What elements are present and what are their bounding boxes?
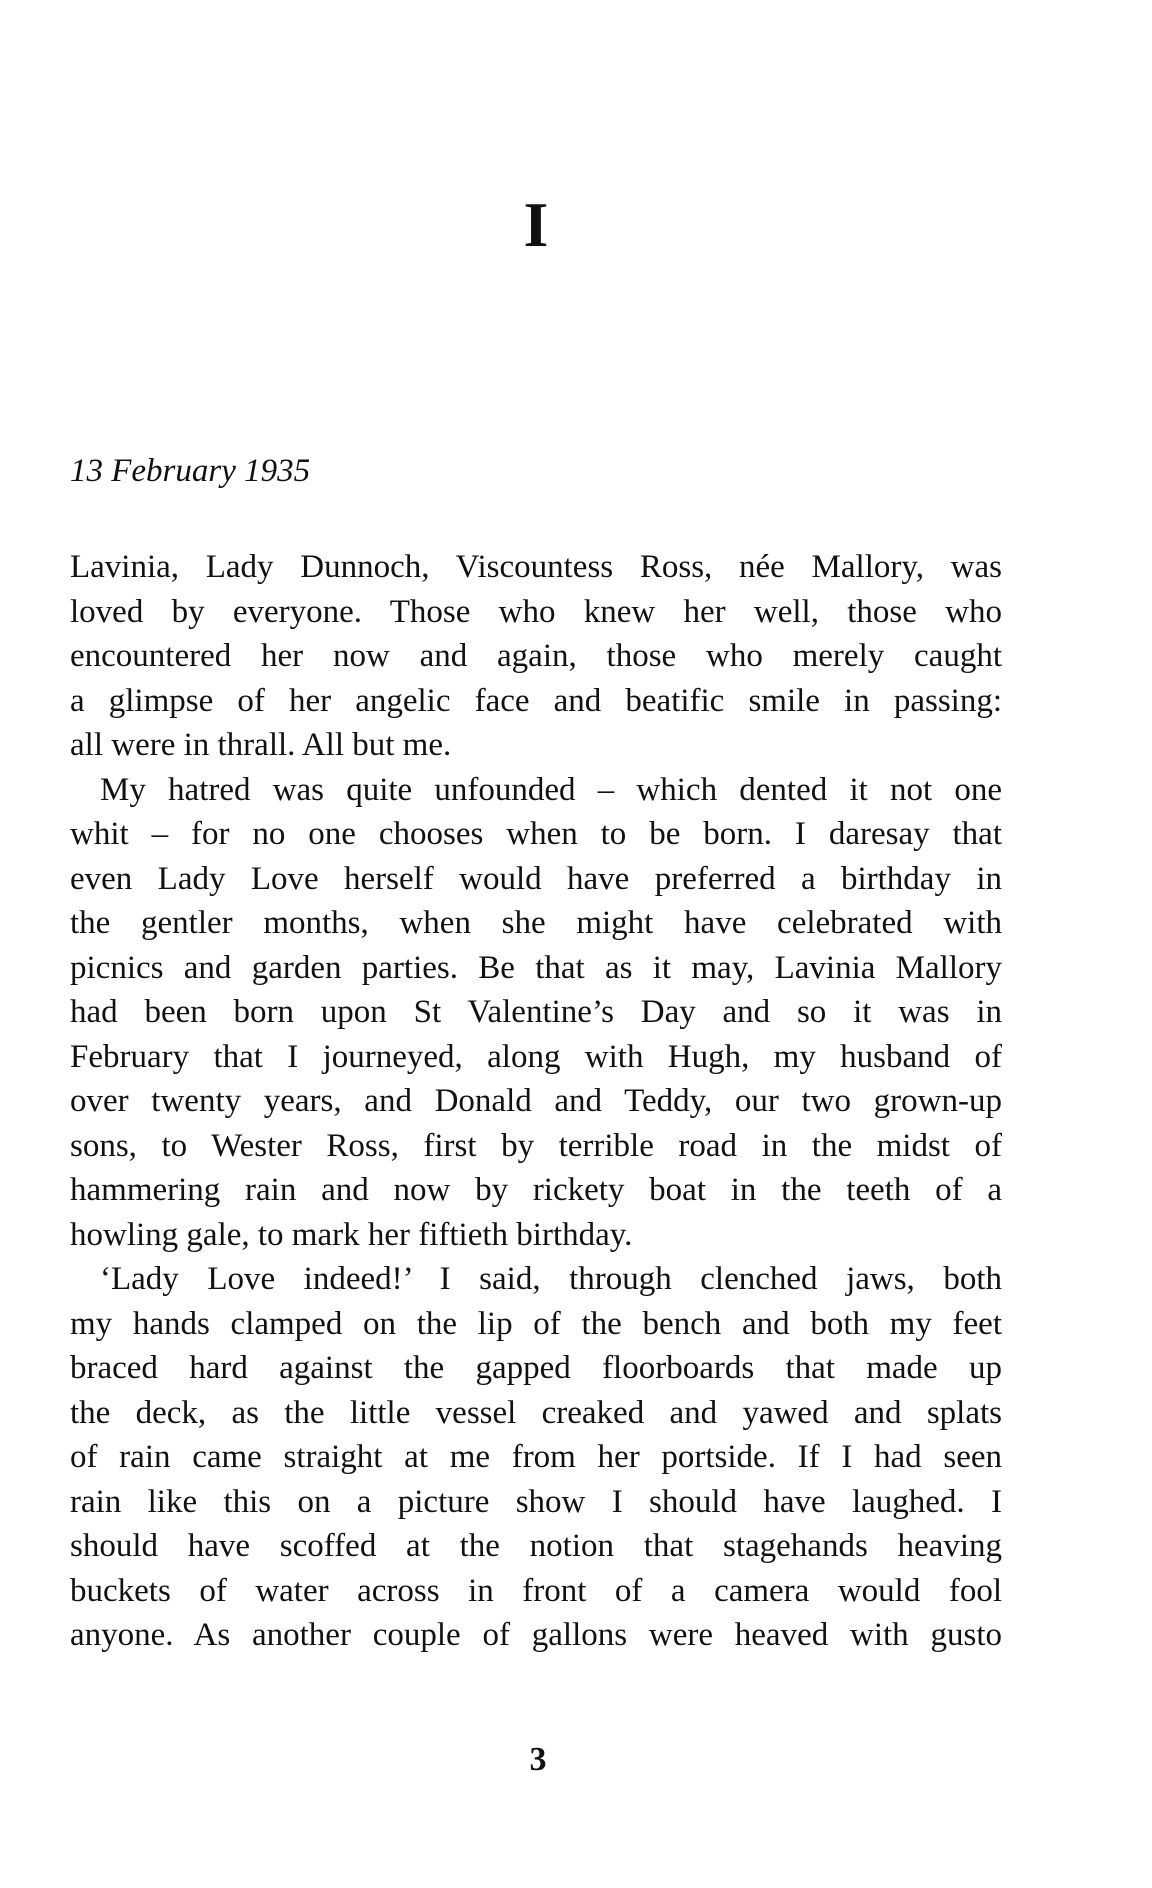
text-line: even Lady Love herself would have preferred a birthday in [70, 860, 1002, 897]
date-heading: 13 February 1935 [70, 453, 311, 489]
chapter-heading: I [523, 189, 549, 260]
text-line: encountered her now and again, those who merely caught [70, 638, 1002, 674]
text-line: My hatred was quite unfounded – which dented it not one [100, 771, 1002, 808]
paragraph [70, 768, 1002, 1258]
text-line: ‘Lady Love indeed!’ I said, through clenched jaws, both [100, 1261, 1002, 1297]
text-line: a glimpse of her angelic face and beatific smile in passing: [70, 682, 1002, 719]
text-line: all were in thrall. All but me. [70, 727, 452, 763]
paragraph [70, 545, 1002, 768]
text-line: loved by everyone. Those who knew her well, those who [70, 593, 1002, 630]
text-line: whit – for no one chooses when to be born. I daresay that [70, 816, 1002, 852]
text-line: Lavinia, Lady Dunnoch, Viscountess Ross, née Mallory, was [70, 549, 1002, 585]
text-line: my hands clamped on the lip of the bench and both my feet [70, 1305, 1002, 1342]
text-line: sons, to Wester Ross, first by terrible road in the midst of [70, 1127, 1002, 1164]
text-line: had been born upon St Valentine’s Day and so it was in [70, 994, 1002, 1030]
paragraph [70, 1257, 1002, 1658]
text-line: hammering rain and now by rickety boat in the teeth of a [70, 1172, 1002, 1208]
page-number: 3 [529, 1741, 547, 1778]
text-line: buckets of water across in front of a camera would fool [70, 1572, 1002, 1609]
text-line: the deck, as the little vessel creaked and yawed and splats [70, 1394, 1002, 1431]
text-line: picnics and garden parties. Be that as it may, Lavinia Mallory [70, 949, 1002, 986]
text-line: of rain came straight at me from her portside. If I had seen [70, 1439, 1002, 1475]
text-line: howling gale, to mark her fiftieth birthday. [70, 1216, 633, 1253]
text-line: the gentler months, when she might have celebrated with [70, 905, 1002, 941]
text-line: February that I journeyed, along with Hugh, my husband of [70, 1038, 1002, 1075]
text-line: rain like this on a picture show I should have laughed. I [70, 1483, 1002, 1520]
text-line: should have scoffed at the notion that stagehands heaving [70, 1528, 1002, 1564]
text-line: anyone. As another couple of gallons were heaved with gusto [70, 1617, 1002, 1653]
text-line: over twenty years, and Donald and Teddy, our two grown-up [70, 1083, 1002, 1119]
text-line: braced hard against the gapped floorboards that made up [70, 1350, 1002, 1386]
body-text [70, 545, 1002, 1658]
